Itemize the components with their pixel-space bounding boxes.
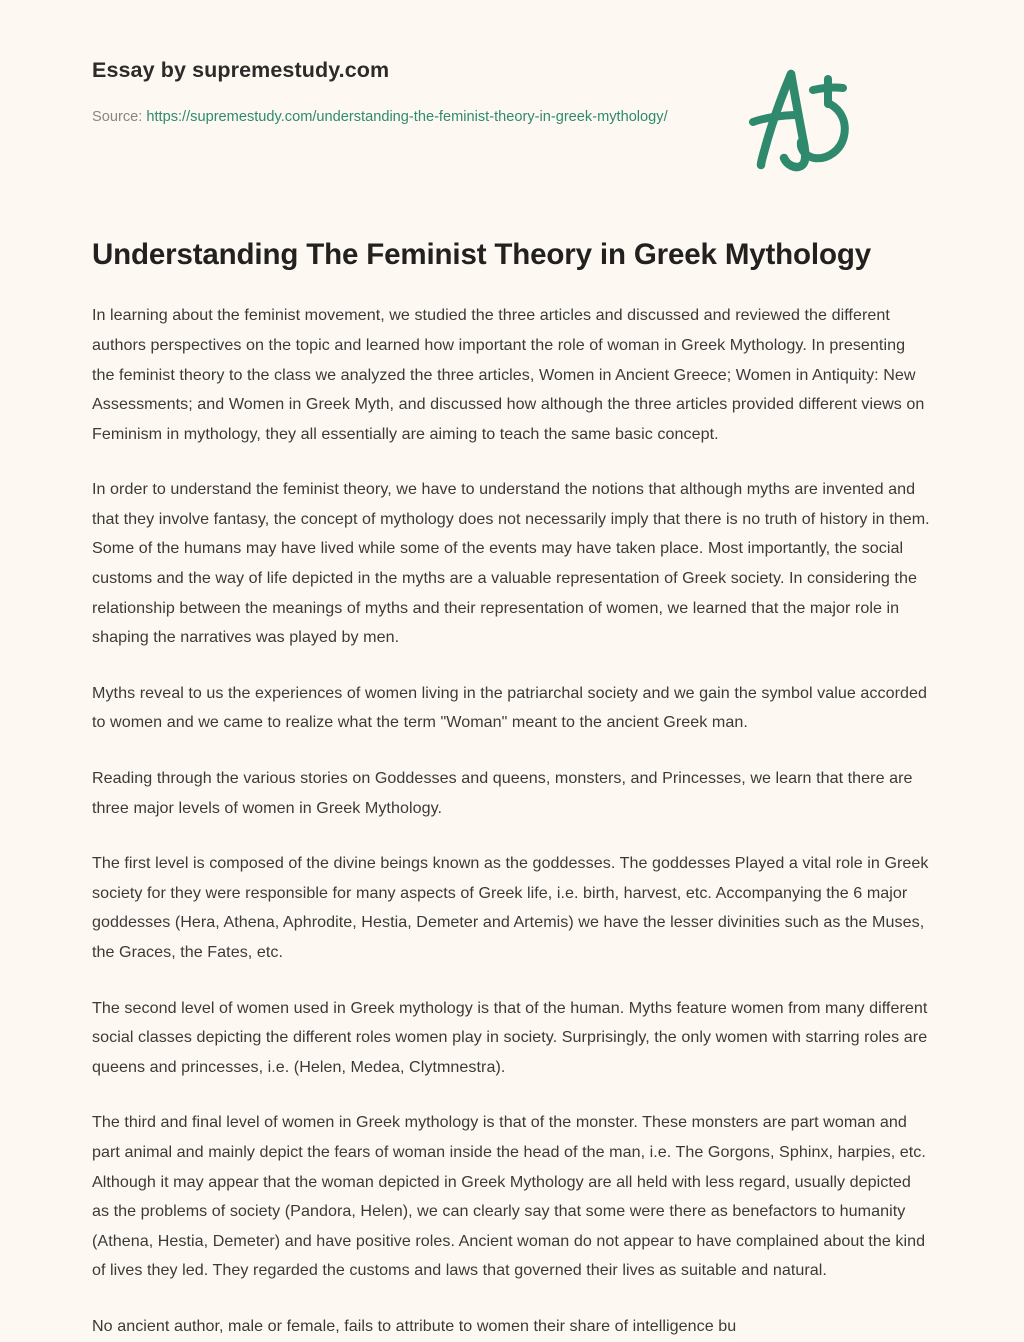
- source-label: Source:: [92, 108, 147, 125]
- paragraph: In learning about the feminist movement, we studied the three articles and discussed and reviewed the different authors perspectives on the topic and learned how important the role of woman in Greek Mythology. In presenting the feminist theory to the class we analyzed the three articles, Women in Ancient Greece; Women in Antiquity: New Assessments; and Women in Greek Myth, and discussed how although the three articles provided different views on Feminism in mythology, they all essentially are aiming to teach the same basic concept.: [92, 306, 925, 443]
- paragraph: The first level is composed of the divine beings known as the goddesses. The goddesses Played a vital role in Greek society for they were responsible for many aspects of Greek life, i.e. birth, harvest, etc. Accompanying the 6 major goddesses (Hera, Athena, Aphrodite, Hestia, Demeter and Artemis) we have the lesser divinities such as the Muses, the Graces, the Fates, etc.: [92, 854, 929, 961]
- paragraph: The second level of women used in Greek mythology is that of the human. Myths feature women from many different social classes depicting the different roles women play in society. Surprisingly, the only women with starring roles are queens and princesses, i.e. (Helen, Medea, Clytmnestra).: [92, 998, 928, 1076]
- byline: Essay by supremestudy.com: [92, 58, 390, 82]
- paragraph: Reading through the various stories on Goddesses and queens, monsters, and Princesses, we learn that there are three major levels of women in Greek Mythology.: [92, 769, 913, 817]
- document-header: [92, 0, 932, 129]
- article-body: [92, 274, 932, 1341]
- page-title: Understanding The Feminist Theory in Greek Mythology: [92, 238, 871, 272]
- paragraph: No ancient author, male or female, fails to attribute to women their share of intelligence bu: [92, 1316, 737, 1335]
- source-line: [92, 106, 702, 130]
- paragraph: In order to understand the feminist theory, we have to understand the notions that although myths are invented and that they involve fantasy, the concept of mythology does not necessarily imply that there is no truth of history in them. Some of the humans may have lived while some of the events may have taken place. Most importantly, the social customs and the way of life depicted in the myths are a valuable representation of Greek society. In considering the relationship between the meanings of myths and their representation of women, we learned that the major role in shaping the narratives was played by men.: [92, 480, 930, 647]
- paragraph: The third and final level of women in Greek mythology is that of the monster. These monsters are part woman and part animal and mainly depict the fears of woman inside the head of the man, i.e. The Gorgons, Sphinx, harpies, etc. Although it may appear that the woman depicted in Greek Mythology are all held with less regard, usually depicted as the problems of society (Pandora, Helen), we can clearly say that some were there as benefactors to humanity (Athena, Hestia, Demeter) and have positive roles. Ancient woman do not appear to have complained about the kind of lives they led. They regarded the customs and laws that governed their lives as suitable and natural.: [92, 1113, 926, 1280]
- source-url-link[interactable]: https://supremestudy.com/understanding-the-feminist-theory-in-greek-mythology/: [146, 108, 668, 125]
- paragraph: Myths reveal to us the experiences of women living in the patriarchal society and we gain the symbol value accorded to women and we came to realize what the term "Woman" meant to the ancient Greek man.: [92, 683, 928, 732]
- a-plus-logo[interactable]: [740, 66, 858, 174]
